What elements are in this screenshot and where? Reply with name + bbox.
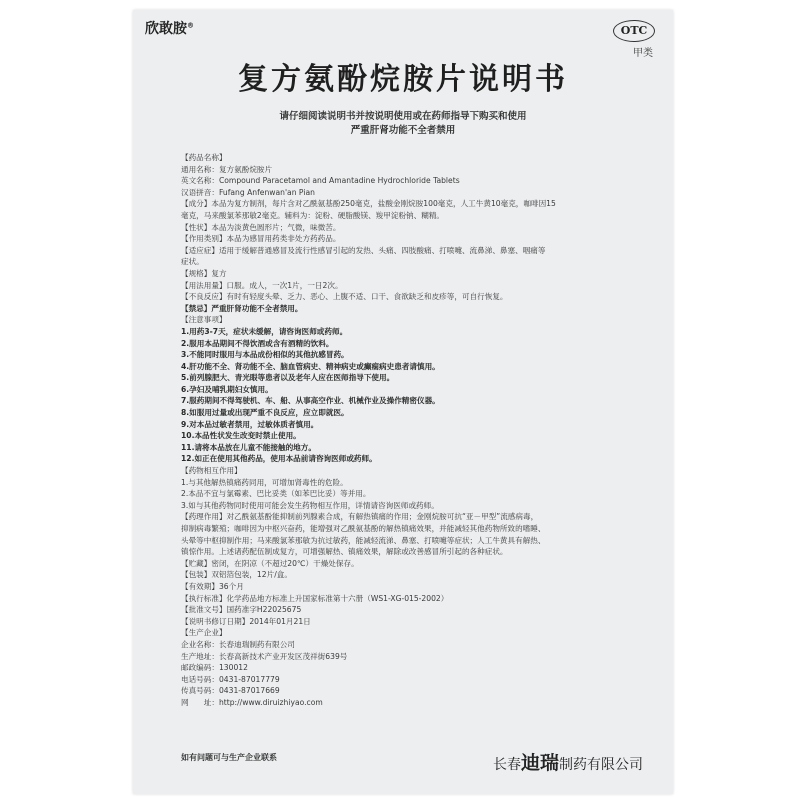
body-line: 【有效期】36个月: [181, 581, 244, 591]
contact-note: 如有问题可与生产企业联系: [181, 753, 277, 762]
body-line: 生产地址：长春高新技术产业开发区茂祥街639号: [181, 651, 348, 661]
body-line: 【作用类别】本品为感冒用药类非处方药药品。: [181, 234, 341, 244]
company-signature: 长春迪瑞制药有限公司: [492, 752, 643, 774]
body-line: 11.请将本品放在儿童不能接触的地方。: [181, 442, 316, 452]
body-line: 1.用药3-7天，症状未缓解，请咨询医师或药师。: [181, 326, 348, 336]
body-line: 【执行标准】化学药品地方标准上升国家标准第十六册（WS1-XG-015-2002）: [181, 593, 449, 603]
body-line: 1.与其他解热镇痛药同用，可增加肾毒性的危险。: [181, 477, 348, 487]
body-line: 【批准文号】国药准字H22025675: [181, 605, 302, 615]
instruction-sheet: [133, 10, 673, 794]
body-line: 症状。: [181, 257, 204, 267]
body-line: 【药理作用】对乙酰氨基酚能抑制前列腺素合成，有解热镇痛的作用；金刚烷胺可抗“亚－甲型”流感病毒，: [181, 512, 539, 522]
body-line: 企业名称：长春迪瑞制药有限公司: [181, 639, 295, 649]
body-line: 3.不能同时服用与本品成份相似的其他抗感冒药。: [181, 350, 349, 360]
body-line: 4.肝功能不全、肾功能不全、脑血管病史、精神病史或癫痫病史患者请慎用。: [181, 361, 440, 371]
body-line: 10.本品性状发生改变时禁止使用。: [181, 431, 301, 441]
document-title: 复方氨酚烷胺片说明书: [238, 62, 568, 97]
body-line: 【规格】复方: [181, 268, 227, 278]
warning-line-1: 请仔细阅读说明书并按说明使用或在药师指导下购买和使用: [279, 111, 527, 122]
body-line: 【适应症】适用于缓解普通感冒及流行性感冒引起的发热、头痛、四肢酸痛、打喷嚏、流鼻涕、鼻塞、咽痛等: [181, 245, 546, 255]
body-line: 网 址：http://www.diruizhiyao.com: [181, 697, 323, 707]
body-line: 【药品名称】: [181, 153, 227, 162]
body-line: 英文名称：Compound Paracetamol and Amantadine Hydrochloride Tablets: [181, 176, 460, 186]
body-line: 毫克，马来酸氯苯那敏2毫克。辅料为：淀粉、硬脂酸镁、羧甲淀粉钠、糊精。: [181, 210, 445, 220]
body-line: 【性状】本品为淡黄色圆形片；气微，味微苦。: [181, 222, 341, 232]
brand-name: 欣敢胺®: [145, 21, 194, 37]
body-line: 邮政编码：130012: [181, 663, 248, 673]
body-line: 电话号码：0431-87017779: [181, 674, 280, 684]
body-line: 3.如与其他药物同时使用可能会发生药物相互作用，详情请咨询医师或药师。: [181, 500, 439, 510]
otc-badge: OTC: [613, 20, 655, 42]
body-line: 9.对本品过敏者禁用，过敏体质者慎用。: [181, 419, 319, 429]
body-line: 6.孕妇及哺乳期妇女慎用。: [181, 384, 273, 394]
body-line: 【生产企业】: [181, 628, 227, 638]
body-line: 【包装】双铝箔包装，12片/盒。: [181, 570, 292, 580]
body-line: 【注意事项】: [181, 315, 227, 325]
body-line: 2.服用本品期间不得饮酒或含有酒精的饮料。: [181, 338, 334, 348]
body-line: 【用法用量】口服。成人，一次1片，一日2次。: [181, 280, 343, 290]
body-line: 【不良反应】有时有轻度头晕、乏力、恶心、上腹不适、口干、食欲缺乏和皮疹等，可自行恢复。: [181, 292, 508, 302]
body-line: 【成分】本品为复方制剂，每片含对乙酰氨基酚250毫克，盐酸金刚烷胺100毫克，人工牛黄10毫克，咖啡因15: [181, 199, 556, 209]
body-line: 头晕等中枢抑制作用；马来酸氯苯那敏为抗过敏药，能减轻流涕、鼻塞、打喷嚏等症状；人工牛黄具有解热、: [181, 535, 546, 545]
body-line: 抑制病毒繁殖；咖啡因为中枢兴奋药，能增强对乙酰氨基酚的解热镇痛效果，并能减轻其他药物所致的嗜睡、: [181, 524, 546, 533]
body-line: 通用名称：复方氨酚烷胺片: [181, 164, 273, 174]
instruction-body: [181, 152, 651, 709]
body-line: 传真号码：0431-87017669: [181, 686, 280, 696]
otc-class: 甲类: [633, 48, 653, 59]
body-line: 2.本品不宜与氯霉素、巴比妥类（如苯巴比妥）等并用。: [181, 489, 371, 499]
body-line: 12.如正在使用其他药品，使用本品前请咨询医师或药师。: [181, 454, 377, 464]
warning-line-2: 严重肝肾功能不全者禁用: [350, 125, 456, 136]
body-line: 【药物相互作用】: [181, 466, 242, 476]
body-line: 【说明书修订日期】2014年01月21日: [181, 616, 311, 626]
body-line: 【禁忌】严重肝肾功能不全者禁用。: [181, 303, 303, 313]
body-line: 7.服药期间不得驾驶机、车、船、从事高空作业、机械作业及操作精密仪器。: [181, 396, 440, 406]
body-line: 【贮藏】密闭，在阴凉（不超过20℃）干燥处保存。: [181, 558, 359, 568]
body-line: 5.前列腺肥大、青光眼等患者以及老年人应在医师指导下使用。: [181, 373, 395, 383]
body-line: 镇惊作用。上述诸药配伍制成复方，可增强解热、镇痛效果，解除或改善感冒所引起的各种症状。: [181, 547, 508, 557]
body-line: 汉语拼音：Fufang Anfenwan'an Pian: [181, 187, 315, 197]
body-line: 8.如服用过量或出现严重不良反应，应立即就医。: [181, 408, 349, 418]
